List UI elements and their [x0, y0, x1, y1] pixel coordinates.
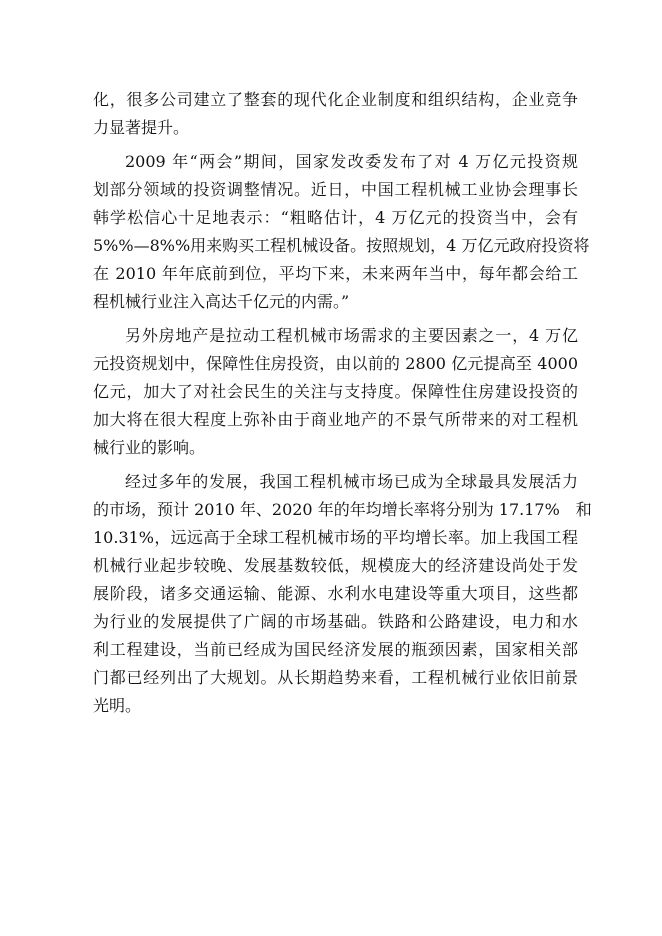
paragraph-4-line-4: 机械行业起步较晚、发展基数较低，规模庞大的经济建设尚处于发 — [93, 556, 578, 575]
paragraph-4-line-6: 为行业的发展提供了广阔的市场基础。铁路和公路建设，电力和水 — [93, 612, 578, 631]
paragraph-1-line-1: 化，很多公司建立了整套的现代化企业制度和组织结构，企业竞争 — [93, 90, 578, 109]
paragraph-3-line-1: 另外房地产是拉动工程机械市场需求的主要因素之一，4 万亿 — [125, 326, 578, 345]
body-text — [93, 86, 592, 720]
paragraph-4-line-8: 门都已经列出了大规划。从长期趋势来看，工程机械行业依旧前景 — [93, 668, 578, 687]
paragraph-1-line-2: 力显著提升。 — [93, 118, 190, 137]
paragraph-4-line-1: 经过多年的发展，我国工程机械市场已成为全球最具发展活力 — [125, 472, 578, 491]
paragraph-3-line-2: 元投资规划中，保障性住房投资，由以前的 2800 亿元提高至 4000 — [93, 354, 578, 373]
paragraph-2-line-2: 划部分领域的投资调整情况。近日，中国工程机械工业协会理事长 — [93, 180, 578, 199]
paragraph-4-line-9: 光明。 — [93, 696, 142, 715]
paragraph-2-line-5: 在 2010 年年底前到位，平均下来，未来两年当中，每年都会给工 — [93, 264, 578, 283]
paragraph-4-line-7: 利工程建设，当前已经成为国民经济发展的瓶颈因素，国家相关部 — [93, 640, 578, 659]
paragraph-3-line-5: 械行业的影响。 — [93, 438, 206, 457]
paragraph-2-line-6: 程机械行业注入高达千亿元的内需。” — [93, 292, 350, 311]
paragraph-2-line-3: 韩学松信心十足地表示：“粗略估计，4 万亿元的投资当中，会有 — [93, 208, 578, 227]
paragraph-2-line-1: 2009 年“两会”期间，国家发改委发布了对 4 万亿元投资规 — [125, 152, 578, 171]
paragraph-3-line-4: 加大将在很大程度上弥补由于商业地产的不景气所带来的对工程机 — [93, 410, 578, 429]
paragraph-4-line-3: 10.31%，远远高于全球工程机械市场的平均增长率。加上我国工程 — [93, 528, 578, 547]
paragraph-2-line-4: 5%%—8%%用来购买工程机械设备。按照规划，4 万亿元政府投资将 — [93, 236, 590, 255]
paragraph-3-line-3: 亿元，加大了对社会民生的关注与支持度。保障性住房建设投资的 — [93, 382, 578, 401]
paragraph-4-line-2: 的市场，预计 2010 年、2020 年的年均增长率将分别为 17.17% 和 — [93, 500, 592, 519]
paragraph-4-line-5: 展阶段，诸多交通运输、能源、水利水电建设等重大项目，这些都 — [93, 584, 578, 603]
